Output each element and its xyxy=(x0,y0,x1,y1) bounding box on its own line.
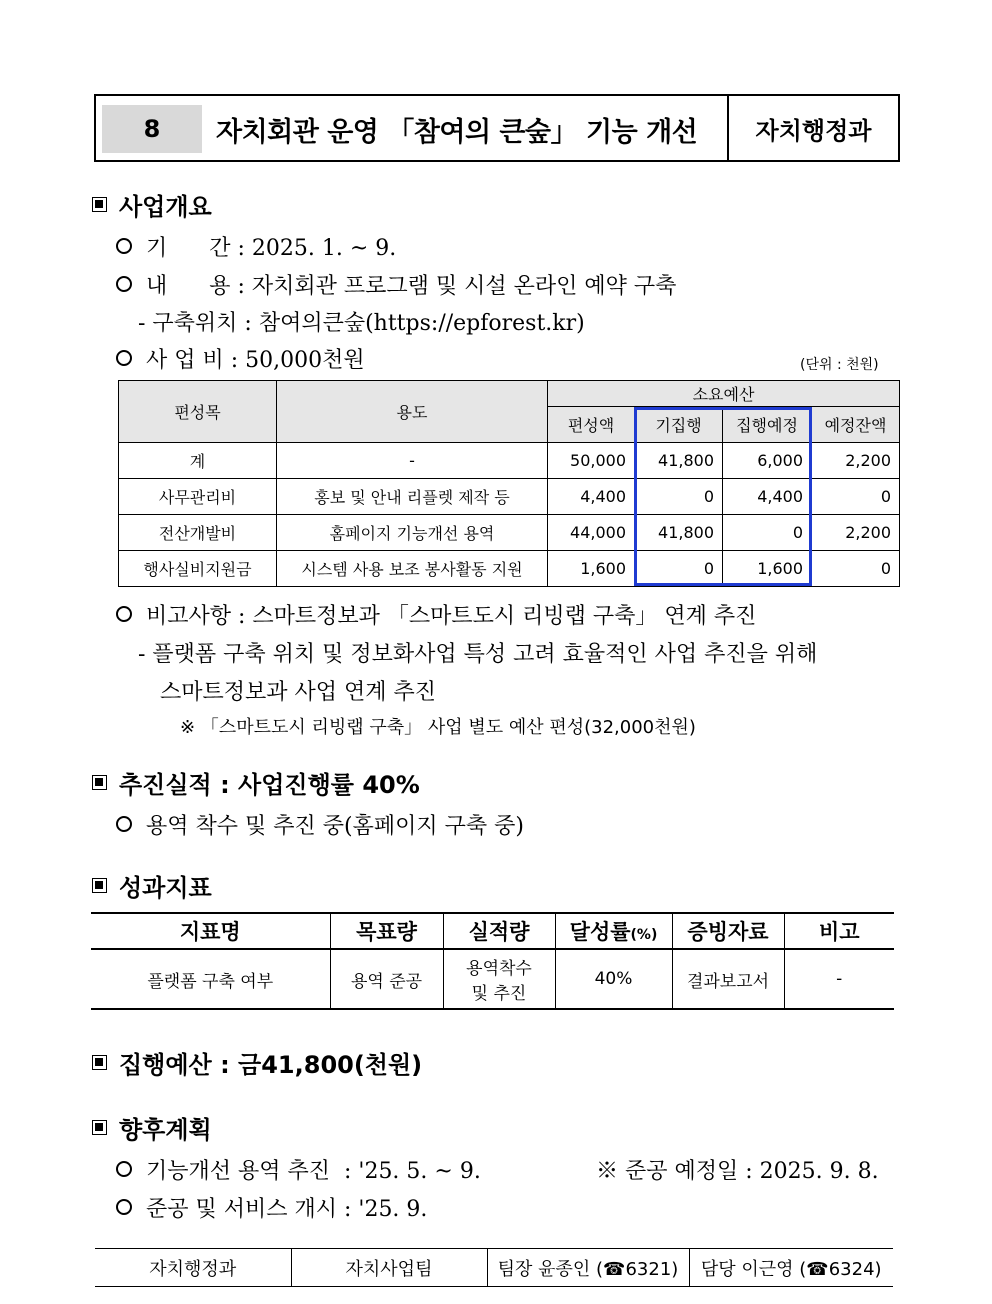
overview-period xyxy=(116,230,396,262)
row-value: 0 xyxy=(635,551,723,587)
footer-team: 자치사업팀 xyxy=(291,1249,487,1287)
section-overview xyxy=(92,188,212,220)
row-item: 행사실비지원금 xyxy=(119,551,277,587)
square-bullet-icon xyxy=(92,878,107,893)
section-heading: 성과지표 xyxy=(119,873,212,902)
future-text: 준공 및 서비스 개시 : '25. 9. xyxy=(146,1196,428,1222)
section-heading: 집행예산 : 금41,800(천원) xyxy=(119,1050,423,1079)
section-execution xyxy=(92,1046,422,1078)
perf-actual-line: 및 추진 xyxy=(471,984,527,1004)
section-future xyxy=(92,1111,212,1143)
row-value: 6,000 xyxy=(723,443,812,479)
row-value: 41,800 xyxy=(635,443,723,479)
row-item: 전산개발비 xyxy=(119,515,277,551)
rate-label: 달성률 xyxy=(569,920,631,944)
circle-bullet-icon xyxy=(116,1199,132,1215)
item-number: 8 xyxy=(102,105,202,153)
perf-evidence: 결과보고서 xyxy=(672,949,784,1009)
content-text: 내 용 : 자치회관 프로그램 및 시설 온라인 예약 구축 xyxy=(146,273,677,299)
future-text: 기능개선 용역 추진 : '25. 5. ~ 9. xyxy=(146,1158,481,1184)
circle-bullet-icon xyxy=(116,350,132,366)
overview-cost xyxy=(116,342,365,374)
col-header-sub: 예정잔액 xyxy=(812,407,900,443)
title-department: 자치행정과 xyxy=(755,116,872,145)
row-use: 홍보 및 안내 리플렛 제작 등 xyxy=(277,479,548,515)
col-header-item: 편성목 xyxy=(119,381,277,443)
circle-bullet-icon xyxy=(116,606,132,622)
perf-header: 지표명 xyxy=(91,913,330,949)
perf-header: 목표량 xyxy=(330,913,443,949)
perf-header-rate xyxy=(555,913,672,949)
cost-text: 사 업 비 : 50,000천원 xyxy=(146,347,365,373)
circle-bullet-icon xyxy=(116,816,132,832)
rate-unit: (%) xyxy=(630,927,658,943)
row-value: 0 xyxy=(812,479,900,515)
table-row xyxy=(91,949,894,1009)
square-bullet-icon xyxy=(92,1055,107,1070)
row-value: 4,400 xyxy=(723,479,812,515)
remarks-detail-cont: 스마트정보과 사업 연계 추진 xyxy=(160,679,437,705)
row-value: 4,400 xyxy=(548,479,635,515)
remarks-detail: - 플랫폼 구축 위치 및 정보화사업 특성 고려 효율적인 사업 추진을 위해 xyxy=(138,641,818,667)
row-use: - xyxy=(277,443,548,479)
row-value: 2,200 xyxy=(812,443,900,479)
perf-rate: 40% xyxy=(555,949,672,1009)
perf-header: 실적량 xyxy=(443,913,555,949)
highlight-box xyxy=(634,407,812,586)
footer-staff: 담당 이근영 (☎6324) xyxy=(689,1249,893,1287)
footer-dept: 자치행정과 xyxy=(95,1249,291,1287)
unit-note: (단위 : 천원) xyxy=(800,357,879,373)
row-value: 2,200 xyxy=(812,515,900,551)
perf-header: 비고 xyxy=(784,913,894,949)
section-progress xyxy=(92,766,420,798)
row-item: 사무관리비 xyxy=(119,479,277,515)
section-heading: 향후계획 xyxy=(119,1115,212,1144)
progress-text: 용역 착수 및 추진 중(홈페이지 구축 중) xyxy=(146,813,524,839)
perf-target: 용역 준공 xyxy=(330,949,443,1009)
circle-bullet-icon xyxy=(116,276,132,292)
row-value: 1,600 xyxy=(548,551,635,587)
row-value: 41,800 xyxy=(635,515,723,551)
square-bullet-icon xyxy=(92,1120,107,1135)
section-performance xyxy=(92,869,212,901)
performance-table xyxy=(91,912,894,1010)
period-text: 기 간 : 2025. 1. ~ 9. xyxy=(146,235,397,261)
page-title: 자치회관 운영 「참여의 큰숲」 기능 개선 xyxy=(216,116,698,148)
circle-bullet-icon xyxy=(116,238,132,254)
row-use: 시스템 사용 보조 봉사활동 지원 xyxy=(277,551,548,587)
row-value: 1,600 xyxy=(723,551,812,587)
circle-bullet-icon xyxy=(116,1161,132,1177)
section-heading: 사업개요 xyxy=(119,192,212,221)
perf-note: - xyxy=(784,949,894,1009)
square-bullet-icon xyxy=(92,775,107,790)
future-line xyxy=(116,1153,481,1185)
col-header-sub: 편성액 xyxy=(548,407,635,443)
remarks-text: 비고사항 : 스마트정보과 「스마트도시 리빙랩 구축」 연계 추진 xyxy=(146,603,757,629)
row-use: 홈페이지 기능개선 용역 xyxy=(277,515,548,551)
perf-actual-line: 용역착수 xyxy=(466,959,532,979)
row-value: 44,000 xyxy=(548,515,635,551)
remarks-note: ※ 「스마트도시 리빙랩 구축」 사업 별도 예산 편성(32,000천원) xyxy=(180,717,696,738)
progress-line xyxy=(116,808,524,840)
future-line xyxy=(116,1191,427,1223)
col-header-sub: 집행예정 xyxy=(723,407,812,443)
section-heading: 추진실적 : 사업진행률 40% xyxy=(119,770,420,799)
perf-header: 증빙자료 xyxy=(672,913,784,949)
future-note: ※ 준공 예정일 : 2025. 9. 8. xyxy=(596,1158,879,1184)
overview-content xyxy=(116,268,676,300)
perf-name: 플랫폼 구축 여부 xyxy=(91,949,330,1009)
footer-leader: 팀장 윤종인 (☎6321) xyxy=(487,1249,689,1287)
footer-table xyxy=(95,1248,893,1287)
col-header-group: 소요예산 xyxy=(548,381,900,407)
row-value: 0 xyxy=(812,551,900,587)
row-item: 계 xyxy=(119,443,277,479)
remarks-line xyxy=(116,598,756,630)
row-value: 50,000 xyxy=(548,443,635,479)
col-header-sub: 기집행 xyxy=(635,407,723,443)
square-bullet-icon xyxy=(92,197,107,212)
overview-location: - 구축위치 : 참여의큰숲(https://epforest.kr) xyxy=(138,310,585,336)
row-value: 0 xyxy=(635,479,723,515)
col-header-use: 용도 xyxy=(277,381,548,443)
row-value: 0 xyxy=(723,515,812,551)
perf-actual xyxy=(443,949,555,1009)
